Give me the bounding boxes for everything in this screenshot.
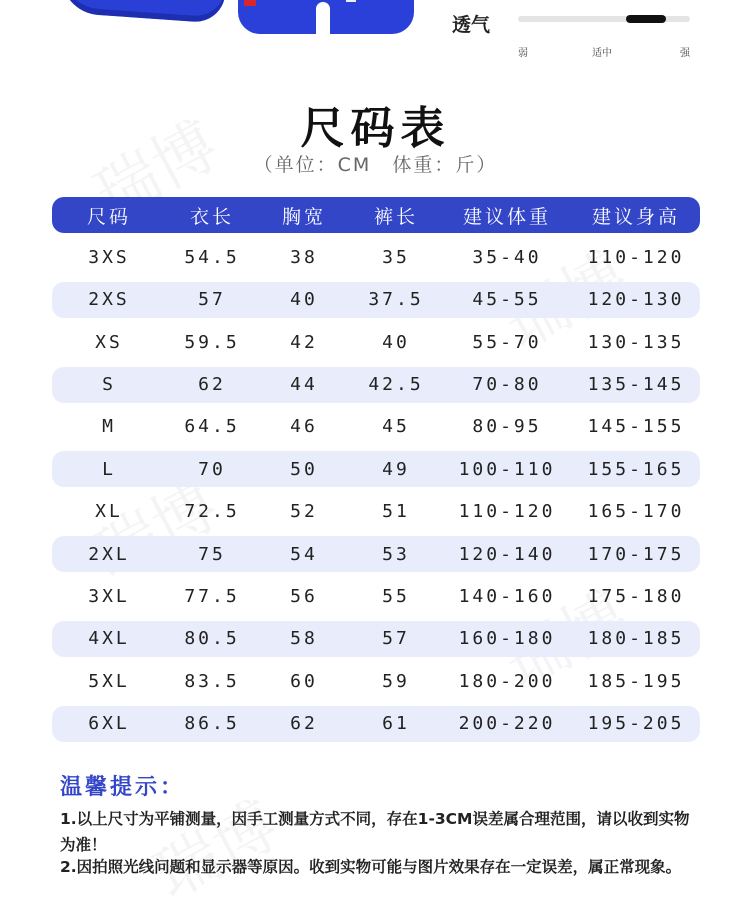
cell-length: 80.5 xyxy=(184,628,240,650)
cell-size: XL xyxy=(95,501,123,523)
cell-pants-length: 61 xyxy=(382,713,410,735)
cell-length: 64.5 xyxy=(184,416,240,438)
table-row xyxy=(52,239,700,275)
cell-chest: 44 xyxy=(290,374,318,396)
table-row xyxy=(52,409,700,445)
cell-weight: 55-70 xyxy=(472,331,542,353)
breathability-bar xyxy=(518,16,690,59)
cell-weight: 160-180 xyxy=(458,628,556,650)
cell-length: 70 xyxy=(198,458,226,480)
header-height: 建议身高 xyxy=(591,205,680,228)
table-header-row xyxy=(52,197,700,233)
cell-size: 3XS xyxy=(88,246,130,268)
logo-mark xyxy=(244,0,256,6)
shorts-image-left xyxy=(59,0,227,24)
cell-size: L xyxy=(102,458,116,480)
cell-weight: 80-95 xyxy=(472,416,542,438)
cell-size: 4XL xyxy=(88,628,130,650)
cell-weight: 45-55 xyxy=(472,289,542,311)
table-row xyxy=(52,451,700,487)
cell-height: 155-165 xyxy=(587,458,685,480)
cell-pants-length: 51 xyxy=(382,501,410,523)
cell-chest: 56 xyxy=(290,586,318,608)
cell-height: 120-130 xyxy=(587,289,685,311)
cell-size: 2XS xyxy=(88,289,130,311)
cell-length: 86.5 xyxy=(184,713,240,735)
table-row xyxy=(52,494,700,530)
number-mark xyxy=(346,0,356,2)
cell-pants-length: 45 xyxy=(382,416,410,438)
page-subtitle: （单位：CM 体重：斤） xyxy=(253,154,498,176)
breathability-low: 弱 xyxy=(518,48,528,59)
cell-size: 3XL xyxy=(88,586,130,608)
cell-length: 57 xyxy=(198,289,226,311)
cell-size: 5XL xyxy=(88,670,130,692)
cell-length: 72.5 xyxy=(184,501,240,523)
cell-weight: 110-120 xyxy=(458,501,556,523)
cell-size: S xyxy=(102,374,116,396)
cell-size: M xyxy=(102,416,116,438)
header-pants-length: 裤长 xyxy=(373,205,418,228)
cell-pants-length: 35 xyxy=(382,246,410,268)
cell-pants-length: 55 xyxy=(382,586,410,608)
cell-chest: 62 xyxy=(290,713,318,735)
cell-length: 54.5 xyxy=(184,246,240,268)
cell-weight: 120-140 xyxy=(458,543,556,565)
table-row xyxy=(52,367,700,403)
cell-length: 77.5 xyxy=(184,586,240,608)
cell-pants-length: 42.5 xyxy=(368,374,424,396)
table-row xyxy=(52,706,700,742)
cell-pants-length: 53 xyxy=(382,543,410,565)
cell-chest: 40 xyxy=(290,289,318,311)
cell-pants-length: 49 xyxy=(382,458,410,480)
cell-size: XS xyxy=(95,331,123,353)
cell-weight: 35-40 xyxy=(472,246,542,268)
size-table xyxy=(52,197,700,748)
product-image-strip xyxy=(0,0,751,60)
cell-pants-length: 57 xyxy=(382,628,410,650)
tips-title: 温馨提示： xyxy=(60,775,186,800)
breathability-high: 强 xyxy=(680,48,690,59)
cell-pants-length: 59 xyxy=(382,670,410,692)
header-size: 尺码 xyxy=(86,205,131,228)
cell-height: 185-195 xyxy=(587,670,685,692)
cell-weight: 180-200 xyxy=(458,670,556,692)
cell-height: 175-180 xyxy=(587,586,685,608)
cell-chest: 46 xyxy=(290,416,318,438)
cell-chest: 54 xyxy=(290,543,318,565)
cell-height: 135-145 xyxy=(587,374,685,396)
cell-chest: 58 xyxy=(290,628,318,650)
header-chest: 胸宽 xyxy=(281,205,326,228)
leg-split xyxy=(316,2,330,42)
cell-length: 75 xyxy=(198,543,226,565)
cell-size: 2XL xyxy=(88,543,130,565)
table-row xyxy=(52,579,700,615)
table-row xyxy=(52,536,700,572)
cell-length: 59.5 xyxy=(184,331,240,353)
table-row xyxy=(52,621,700,657)
header-weight: 建议体重 xyxy=(462,205,551,228)
cell-length: 62 xyxy=(198,374,226,396)
cell-height: 195-205 xyxy=(587,713,685,735)
cell-weight: 140-160 xyxy=(458,586,556,608)
breathability-indicator xyxy=(626,15,666,23)
cell-height: 130-135 xyxy=(587,331,685,353)
table-row xyxy=(52,663,700,699)
cell-chest: 60 xyxy=(290,670,318,692)
cell-pants-length: 37.5 xyxy=(368,289,424,311)
header-length: 衣长 xyxy=(189,205,234,228)
breathability-mid: 适中 xyxy=(592,48,612,59)
page-title: 尺码表 xyxy=(300,103,451,154)
shorts-image-right xyxy=(238,0,414,34)
cell-weight: 100-110 xyxy=(458,458,556,480)
cell-size: 6XL xyxy=(88,713,130,735)
cell-chest: 50 xyxy=(290,458,318,480)
table-row xyxy=(52,324,700,360)
breathability-label: 透气 xyxy=(452,14,491,36)
cell-height: 170-175 xyxy=(587,543,685,565)
cell-pants-length: 40 xyxy=(382,331,410,353)
cell-weight: 70-80 xyxy=(472,374,542,396)
cell-weight: 200-220 xyxy=(458,713,556,735)
cell-chest: 38 xyxy=(290,246,318,268)
tip-item: 1.以上尺寸为平铺测量，因手工测量方式不同，存在1-3CM误差属合理范围，请以收到实物为准！ xyxy=(60,810,690,854)
cell-length: 83.5 xyxy=(184,670,240,692)
tip-item: 2.因拍照光线问题和显示器等原因。收到实物可能与图片效果存在一定误差，属正常现象。 xyxy=(60,858,682,876)
cell-height: 180-185 xyxy=(587,628,685,650)
cell-chest: 42 xyxy=(290,331,318,353)
cell-height: 110-120 xyxy=(587,246,685,268)
cell-height: 165-170 xyxy=(587,501,685,523)
cell-chest: 52 xyxy=(290,501,318,523)
cell-height: 145-155 xyxy=(587,416,685,438)
table-row xyxy=(52,282,700,318)
